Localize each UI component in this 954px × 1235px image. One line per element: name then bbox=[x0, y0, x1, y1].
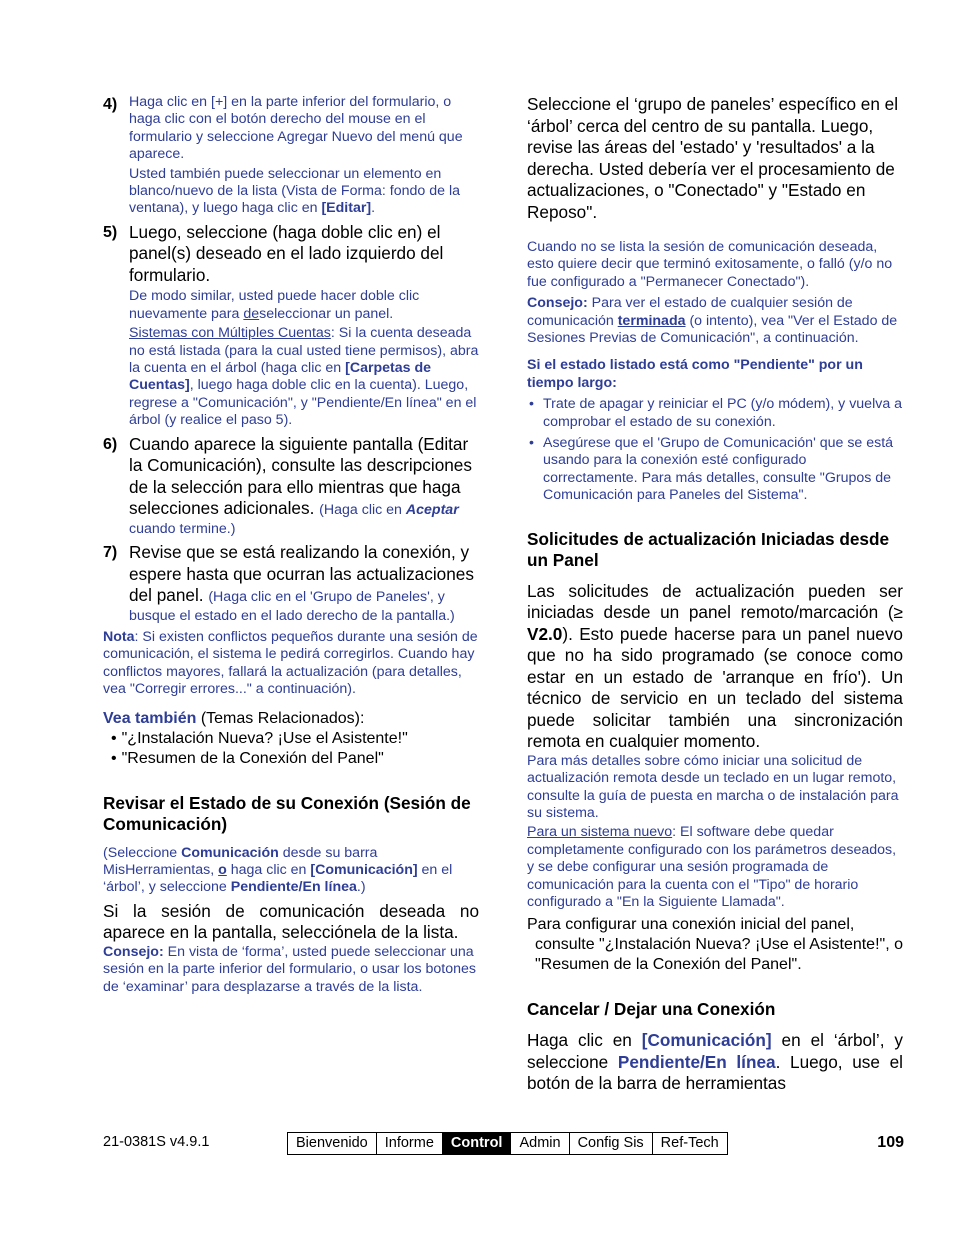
tab-config-sis[interactable]: Config Sis bbox=[569, 1133, 652, 1154]
list-item[interactable]: • "¿Instalación Nueva? ¡Use el Asistente!" bbox=[111, 729, 479, 749]
step-5 bbox=[103, 222, 479, 430]
right-column bbox=[527, 94, 903, 1095]
step-number: 7) bbox=[103, 544, 118, 561]
see-also-list bbox=[103, 729, 479, 769]
pending-online-link[interactable]: Pendiente/En línea bbox=[617, 1051, 776, 1072]
page-number: 109 bbox=[877, 1134, 904, 1151]
step-6 bbox=[103, 434, 479, 538]
doc-id: 21-0381S v4.9.1 bbox=[103, 1134, 210, 1150]
step-5-multi: Sistemas con Múltiples Cuentas: Si la cuenta deseada no está listada (para la cual usted tiene permisos), abra la cuenta en el árbol (haga clic en [Carpetas de Cuentas], luego haga doble clic en la cuenta). Luego, regrese a "Comunicación", y "Pendiente/En línea" en el árbol (y realice el paso 5). bbox=[129, 325, 479, 429]
section-body: Si la sesión de comunicación deseada no aparece en la pantalla, selecciónela de la lista. bbox=[103, 900, 479, 943]
step-7-text: Revise que se está realizando la conexión, y espere hasta que ocurran las actualizaciones del panel. (Haga clic en el 'Grupo de Paneles', y busque el estado en el lado derecho de la pantalla.) bbox=[129, 542, 474, 624]
see-also-label: Vea también bbox=[103, 709, 197, 727]
list-item: • Asegúrese que el 'Grupo de Comunicación' que se está usando para la conexión esté configurado correctamente. Para más detalles, consulte "Grupos de Comunicación para Paneles del Sistema". bbox=[527, 435, 903, 505]
left-column bbox=[103, 94, 479, 996]
config-text: Para configurar una conexión inicial del panel, consulte "¿Instalación Nueva? ¡Use el Asistente!", o "Resumen de la Conexión del Panel". bbox=[527, 916, 903, 974]
nota: Nota: Si existen conflictos pequeños durante una sesión de comunicación, el sistema le pedirá corregirlos. Cuando hay conflictos mayores, fallará la actualización (para detalles, vea "Corregir errores..." a continuación). bbox=[103, 628, 478, 698]
section-body: Las solicitudes de actualización pueden ser iniciadas desde un panel remoto/marcación (≥ V2.0). Esto puede hacerse para un panel nuevo que no ha sido programado (se conoce como estar en un estado de 'arranque en frío'). Un técnico de servicio en un teclado del sistema puede solicitar también una sincronización remota en cualquier momento. bbox=[527, 580, 903, 752]
tab-control[interactable]: Control bbox=[442, 1133, 511, 1154]
section-body: Haga clic en [Comunicación] en el ‘árbol’, y seleccione Pendiente/En línea. Luego, use el botón de la barra de herramientas bbox=[527, 1030, 903, 1094]
step-number: 6) bbox=[103, 435, 118, 453]
step-5-similar: De modo similar, usted puede hacer doble clic nuevamente para deseleccionar un panel. bbox=[129, 288, 420, 322]
step-4 bbox=[103, 94, 479, 218]
intro-text: Seleccione el ‘grupo de paneles’ específico en el ‘árbol’ cerca del centro de su pantalla. Luego, revise las áreas del 'estado' y 'resultados' a la derecha. Usted debería ver el procesamiento de actualizaciones, o "Conectado" y "Estado en Reposo". bbox=[527, 94, 899, 222]
section-heading: Revisar el Estado de su Conexión (Sesión de Comunicación) bbox=[103, 792, 471, 834]
tab-bienvenido[interactable]: Bienvenido bbox=[296, 1135, 368, 1151]
list-item[interactable]: • "Resumen de la Conexión del Panel" bbox=[111, 749, 479, 769]
terminated-link[interactable]: terminada bbox=[617, 312, 686, 329]
step-number: 4) bbox=[103, 96, 118, 113]
tip: Consejo: En vista de ‘forma’, usted puede seleccionar una sesión en la parte inferior del formulario, o usar los botones de ‘examinar’ para desplazarse a través de la lista. bbox=[103, 943, 477, 995]
pending-heading: Si el estado listado está como "Pendiente" por un tiempo largo: bbox=[527, 357, 863, 391]
tip: Consejo: Para ver el estado de cualquier sesión de comunicación terminada (o intento), vea "Ver el Estado de Sesiones Previas de Comunicación", a continuación. bbox=[527, 295, 898, 347]
step-4-alt: Usted también puede seleccionar un elemento en blanco/nuevo de la lista (Vista de Forma: fondo de la ventana), y luego haga clic en [Editar]. bbox=[129, 165, 460, 217]
see-also: Vea también (Temas Relacionados): • "¿Instalación Nueva? ¡Use el Asistente!" • "Resumen de la Conexión del Panel" bbox=[103, 709, 479, 769]
tab-informe[interactable]: Informe bbox=[376, 1133, 442, 1154]
comunicacion-link[interactable]: [Comunicación] bbox=[641, 1030, 772, 1051]
tab-ref-tech[interactable]: Ref-Tech bbox=[652, 1133, 727, 1154]
step-7 bbox=[103, 542, 479, 625]
footer-nav bbox=[287, 1132, 728, 1155]
pending-list bbox=[527, 396, 903, 504]
step-number: 5) bbox=[103, 223, 118, 241]
new-system-note: Para un sistema nuevo: El software debe quedar completamente configurado con los parámetros deseados, y se debe configurar una sesión programada de comunicación para la cuenta con el "Tipo" de horario configurado a "En la Siguiente Llamada". bbox=[527, 824, 897, 910]
tab-admin[interactable]: Admin bbox=[510, 1133, 568, 1154]
step-4-text: Haga clic en [+] en la parte inferior del formulario, o haga clic con el botón derecho del mouse en el formulario y seleccione Agregar Nuevo del menú que aparece. bbox=[129, 94, 463, 163]
not-listed-note: Cuando no se lista la sesión de comunicación deseada, esto quiere decir que terminó exitosamente, o falló (y/o no fue configurado a "Permanecer Conectado"). bbox=[527, 239, 893, 290]
selection-instructions: (Seleccione Comunicación desde su barra MisHerramientas, o haga clic en [Comunicación] en el ‘árbol’, y seleccione Pendiente/En línea.) bbox=[103, 844, 453, 896]
footer bbox=[103, 1132, 904, 1156]
step-5-text: Luego, seleccione (haga doble clic en) el panel(s) deseado en el lado izquierdo del formulario. bbox=[129, 221, 444, 285]
section-heading: Solicitudes de actualización Iniciadas desde un Panel bbox=[527, 528, 890, 570]
details-note: Para más detalles sobre cómo iniciar una solicitud de actualización remota desde un teclado en un lugar remoto, consulte la guía de puesta en marcha o de instalación para su sistema. bbox=[527, 752, 899, 821]
section-heading: Cancelar / Dejar una Conexión bbox=[527, 999, 776, 1020]
list-item: • Trate de apagar y reiniciar el PC (y/o módem), y vuelva a comprobar el estado de su conexión. bbox=[527, 396, 903, 431]
step-6-text: Cuando aparece la siguiente pantalla (Editar la Comunicación), consulte las descripciones de la selección para ello mientras que haga selecciones adicionales. (Haga clic en Aceptar cuando termine.) bbox=[129, 433, 472, 537]
